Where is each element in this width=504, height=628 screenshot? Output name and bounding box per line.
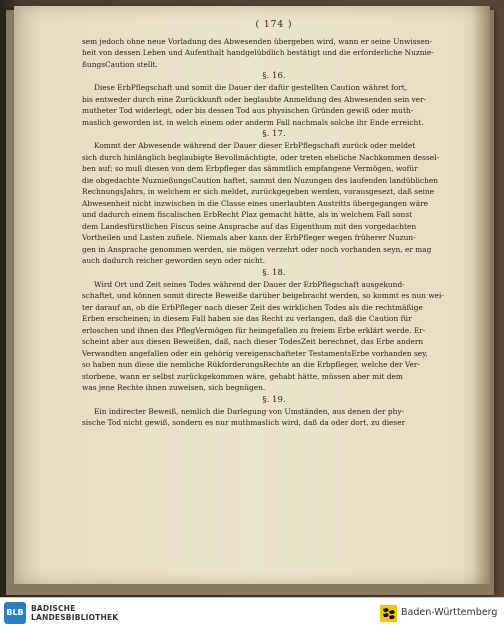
- text-line: bis entweder durch eine Zurückkunft oder beglaubte Anmeldung des Abwesenden sein ver-: [82, 94, 427, 104]
- footer-bar: [0, 597, 504, 628]
- text-line: erloschen und ihnen das PflegVermögen für heimgefallen zu freiem Erbe erklärt werde. Er-: [82, 325, 426, 335]
- text-line: mutheter Tod widerlegt, oder bis dessen Tod aus physischen Gründen gewiß oder muth-: [82, 106, 414, 115]
- state-name[interactable]: Baden-Württemberg: [401, 607, 498, 618]
- text-line: was jene Rechte ihnen zuweisen, sich begnügen.: [82, 383, 266, 392]
- text-line: ben auf; so muß diesen von dem Erbpfleger das sämmtlich empfangene Vermögen, wofür: [82, 164, 418, 173]
- intro-paragraph: [82, 36, 466, 71]
- text-line: die obgedachte NuznießungsCaution haftet, sammt den Nuzungen des laufenden landüblichen: [82, 175, 439, 185]
- text-line: RechnungsJahrs, in welchem er sich meldet, zurückgegeben werden, vorausgesezt, daß seine: [82, 187, 434, 196]
- blb-logo-icon[interactable]: BLB: [4, 602, 26, 624]
- text-line: Vortheilen und Lasten zufiele. Niemals aber kann der ErbPfleger wegen früherer Nuzun-: [82, 233, 416, 242]
- text-line: so haben nun diese die nemliche RükforderungsRechte an die Erbpfleger, welche der Ver-: [82, 360, 420, 369]
- page-gutter-shade: [472, 6, 490, 584]
- text-line: ter darauf an, ob die ErbPfleger nach dieser Zeit des wirklichen Todes als die rechtmäßige: [82, 302, 423, 312]
- text-line: storbene, wann er selbst zurückgekommen wäre, gehabt hätte, müssen aber mit dem: [82, 371, 403, 381]
- text-line: heit von dessen Leben und Aufenthalt handgelübdlich bestätigt und die erforderliche Nuznie-: [82, 48, 434, 57]
- state-coat-of-arms-icon: [380, 605, 397, 622]
- section-17-paragraph: [82, 140, 466, 267]
- page-text: [82, 20, 466, 429]
- section-heading-18: §. 18.: [262, 267, 286, 278]
- book-page: [14, 6, 490, 584]
- page-number: ( 174 ): [255, 20, 293, 30]
- text-line: Ein indirecter Beweiß, nemlich die Darlegung von Umständen, aus denen der phy-: [94, 406, 404, 416]
- section-heading-19: §. 19.: [262, 394, 286, 405]
- text-line: gen in Ansprache genommen werden, sie mögen verzehrt oder noch vorhanden seyn, er mag: [82, 244, 432, 254]
- text-line: sich durch hinlänglich beglaubigte Bevollmächtigte, oder treten eheliche Nachkommen dessel-: [82, 152, 440, 162]
- text-line: Erben erscheinen; in diesem Fall haben sie das Recht zu verlangen, daß die Caution für: [82, 314, 412, 323]
- section-heading-17: §. 17.: [262, 129, 286, 139]
- text-line: schaftet, und können somit directe Beweiße darüber beigebracht werden, so kommt es nun wei-: [82, 291, 444, 300]
- library-name[interactable]: [31, 604, 118, 622]
- text-line: Kommt der Abwesende während der Dauer dieser ErbPflegschaft zurück oder meldet: [94, 141, 416, 150]
- library-name-line1: BADISCHE: [31, 604, 76, 613]
- text-line: Diese ErbPflegschaft und somit die Dauer der dafür gestellten Caution währet fort,: [94, 83, 408, 92]
- text-line: sische Tod nicht gewiß, sondern es nur muthmaslich wird, daß da oder dort, zu dieser: [82, 418, 406, 427]
- text-line: ßungsCaution stellt.: [82, 59, 158, 69]
- section-16-paragraph: [82, 82, 466, 128]
- text-line: Wird Ort und Zeit seines Todes während der Dauer der ErbPflegschaft ausgekund-: [94, 279, 405, 289]
- library-name-line2: LANDESBIBLIOTHEK: [31, 613, 119, 622]
- section-heading-16: §. 16.: [262, 71, 286, 81]
- text-line: maslich geworden ist, in welch einem oder anderm Fall nachmals solche ihr Ende erreicht.: [82, 117, 424, 127]
- section-19-paragraph: [82, 406, 466, 429]
- text-line: sem jedoch ohne neue Vorladung des Abwesenden übergeben wird, wann er seine Unwissen-: [82, 36, 432, 46]
- text-line: Verwandten angefallen oder ein gehörig vereigenschafteter TestamentsErbe vorhanden sey,: [82, 348, 428, 358]
- section-18-paragraph: [82, 279, 466, 394]
- text-line: Abwesenheit nicht inzwischen in die Classe eines unerlaubten Austritts übergegangen wäre: [82, 198, 429, 208]
- text-line: dem Landesfürstlichen Fiscus seine Ansprache auf das Eigenthum mit den vorgedachten: [82, 221, 417, 231]
- text-line: und dadurch einem fiscalischen ErbRecht Plaz gemacht hätte, als in welchem Fall sonst: [82, 210, 413, 219]
- text-line: scheint aber aus diesen Beweißen, daß, nach dieser TodesZeit berechnet, das Erbe andern: [82, 337, 424, 346]
- text-line: auch dadurch reicher geworden seyn oder nicht.: [82, 256, 266, 265]
